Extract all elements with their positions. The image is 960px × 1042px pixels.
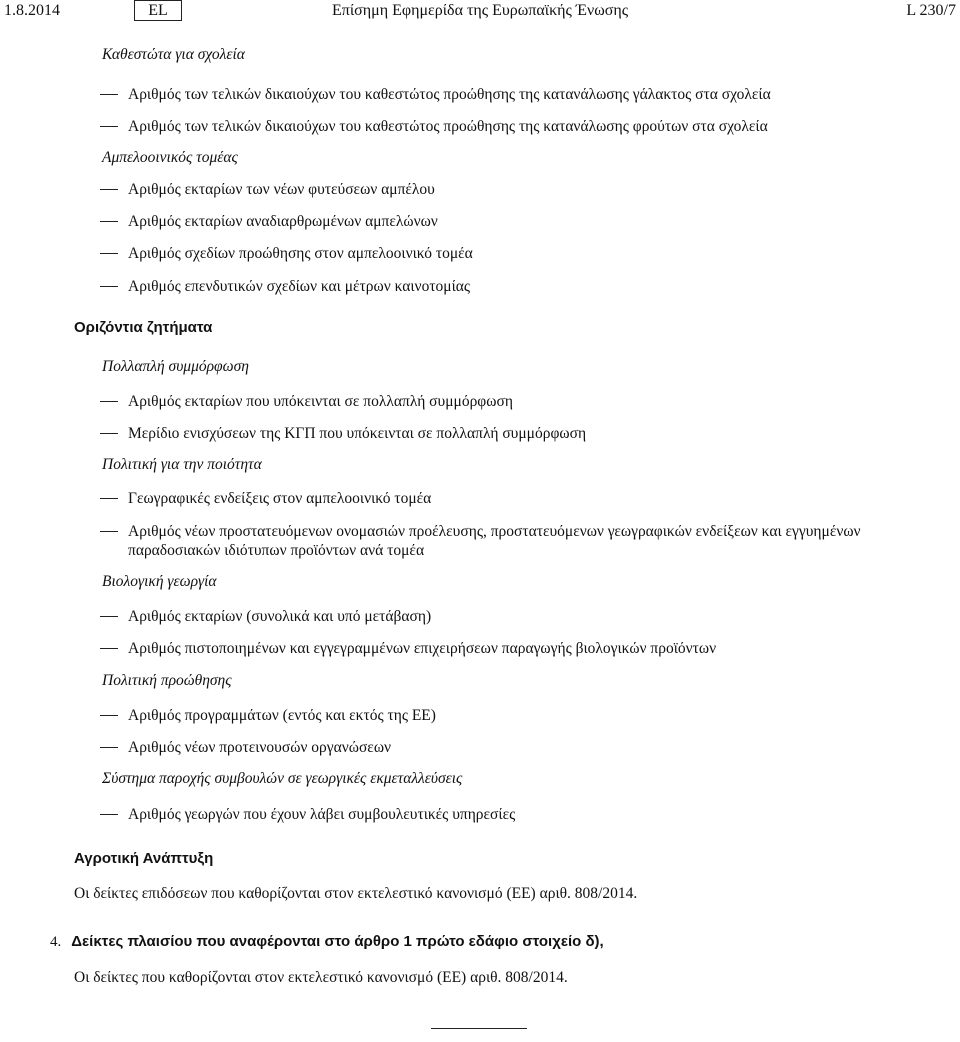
dash-bullet [100, 94, 118, 95]
subheading-quality-policy: Πολιτική για την ποιότητα [102, 456, 262, 473]
list-item: Μερίδιο ενισχύσεων της ΚΓΠ που υπόκεινται σε πολλαπλή συμμόρφωση [100, 425, 586, 443]
dash-bullet [100, 126, 118, 127]
section-heading-rural: Αγροτική Ανάπτυξη [74, 850, 214, 867]
list-item: Αριθμός των τελικών δικαιούχων του καθεστώτος προώθησης της κατανάλωσης φρούτων στα σχολεία [100, 118, 768, 136]
dash-bullet [100, 616, 118, 617]
dash-bullet [100, 531, 118, 532]
dash-bullet [100, 189, 118, 190]
journal-title: Επίσημη Εφημερίδα της Ευρωπαϊκής Ένωσης [332, 2, 629, 19]
list-item: Αριθμός εκταρίων που υπόκεινται σε πολλαπλή συμμόρφωση [100, 393, 513, 411]
language-badge: EL [134, 0, 182, 21]
section-heading-horizontal: Οριζόντια ζητήματα [74, 319, 213, 336]
dash-bullet [100, 498, 118, 499]
list-item: Αριθμός προγραμμάτων (εντός και εκτός της ΕΕ) [100, 707, 436, 725]
list-item: Αριθμός εκταρίων αναδιαρθρωμένων αμπελώνων [100, 213, 438, 231]
dash-bullet [100, 814, 118, 815]
list-item: Αριθμός εκταρίων των νέων φυτεύσεων αμπέλου [100, 181, 435, 199]
list-item: Αριθμός των τελικών δικαιούχων του καθεστώτος προώθησης της κατανάλωσης γάλακτος στα σχολεία [100, 86, 771, 104]
page-header [0, 0, 960, 24]
list-item: Αριθμός νέων προτεινουσών οργανώσεων [100, 739, 391, 757]
subheading-promotion-policy: Πολιτική προώθησης [102, 672, 232, 689]
subheading-organic: Βιολογική γεωργία [102, 573, 217, 590]
list-item-continuation: παραδοσιακών ιδιότυπων προϊόντων ανά τομέα [128, 542, 425, 559]
list-item: Αριθμός γεωργών που έχουν λάβει συμβουλευτικές υπηρεσίες [100, 806, 515, 824]
dash-bullet [100, 253, 118, 254]
footnote-separator [431, 1028, 527, 1029]
dash-bullet [100, 747, 118, 748]
list-item: Αριθμός νέων προστατευόμενων ονομασιών προέλευσης, προστατευόμενων γεωγραφικών ενδείξεων και εγγυημένων [100, 523, 861, 541]
list-item: Αριθμός επενδυτικών σχεδίων και μέτρων καινοτομίας [100, 278, 470, 296]
list-item: Αριθμός εκταρίων (συνολικά και υπό μετάβαση) [100, 608, 431, 626]
subheading-wine-sector: Αμπελοοινικός τομέας [102, 149, 238, 166]
dash-bullet [100, 401, 118, 402]
section-heading-context: Δείκτες πλαισίου που αναφέρονται στο άρθρο 1 πρώτο εδάφιο στοιχείο δ), [71, 933, 604, 950]
page-number: L 230/7 [906, 2, 956, 19]
numbered-heading [50, 933, 604, 951]
publication-date: 1.8.2014 [4, 2, 60, 19]
paragraph-context: Οι δείκτες που καθορίζονται στον εκτελεστικό κανονισμό (ΕΕ) αριθ. 808/2014. [74, 969, 568, 986]
dash-bullet [100, 221, 118, 222]
subheading-cross-compliance: Πολλαπλή συμμόρφωση [102, 358, 249, 375]
dash-bullet [100, 433, 118, 434]
dash-bullet [100, 715, 118, 716]
list-item: Αριθμός σχεδίων προώθησης στον αμπελοοινικό τομέα [100, 245, 473, 263]
subheading-advisory: Σύστημα παροχής συμβουλών σε γεωργικές εκμεταλλεύσεις [102, 770, 463, 787]
paragraph-rural: Οι δείκτες επιδόσεων που καθορίζονται στον εκτελεστικό κανονισμό (ΕΕ) αριθ. 808/2014. [74, 885, 638, 902]
list-item: Γεωγραφικές ενδείξεις στον αμπελοοινικό τομέα [100, 490, 431, 508]
list-item: Αριθμός πιστοποιημένων και εγγεγραμμένων επιχειρήσεων παραγωγής βιολογικών προϊόντων [100, 640, 716, 658]
dash-bullet [100, 286, 118, 287]
subheading-school-schemes: Καθεστώτα για σχολεία [102, 46, 245, 63]
section-number: 4. [50, 934, 62, 950]
dash-bullet [100, 648, 118, 649]
